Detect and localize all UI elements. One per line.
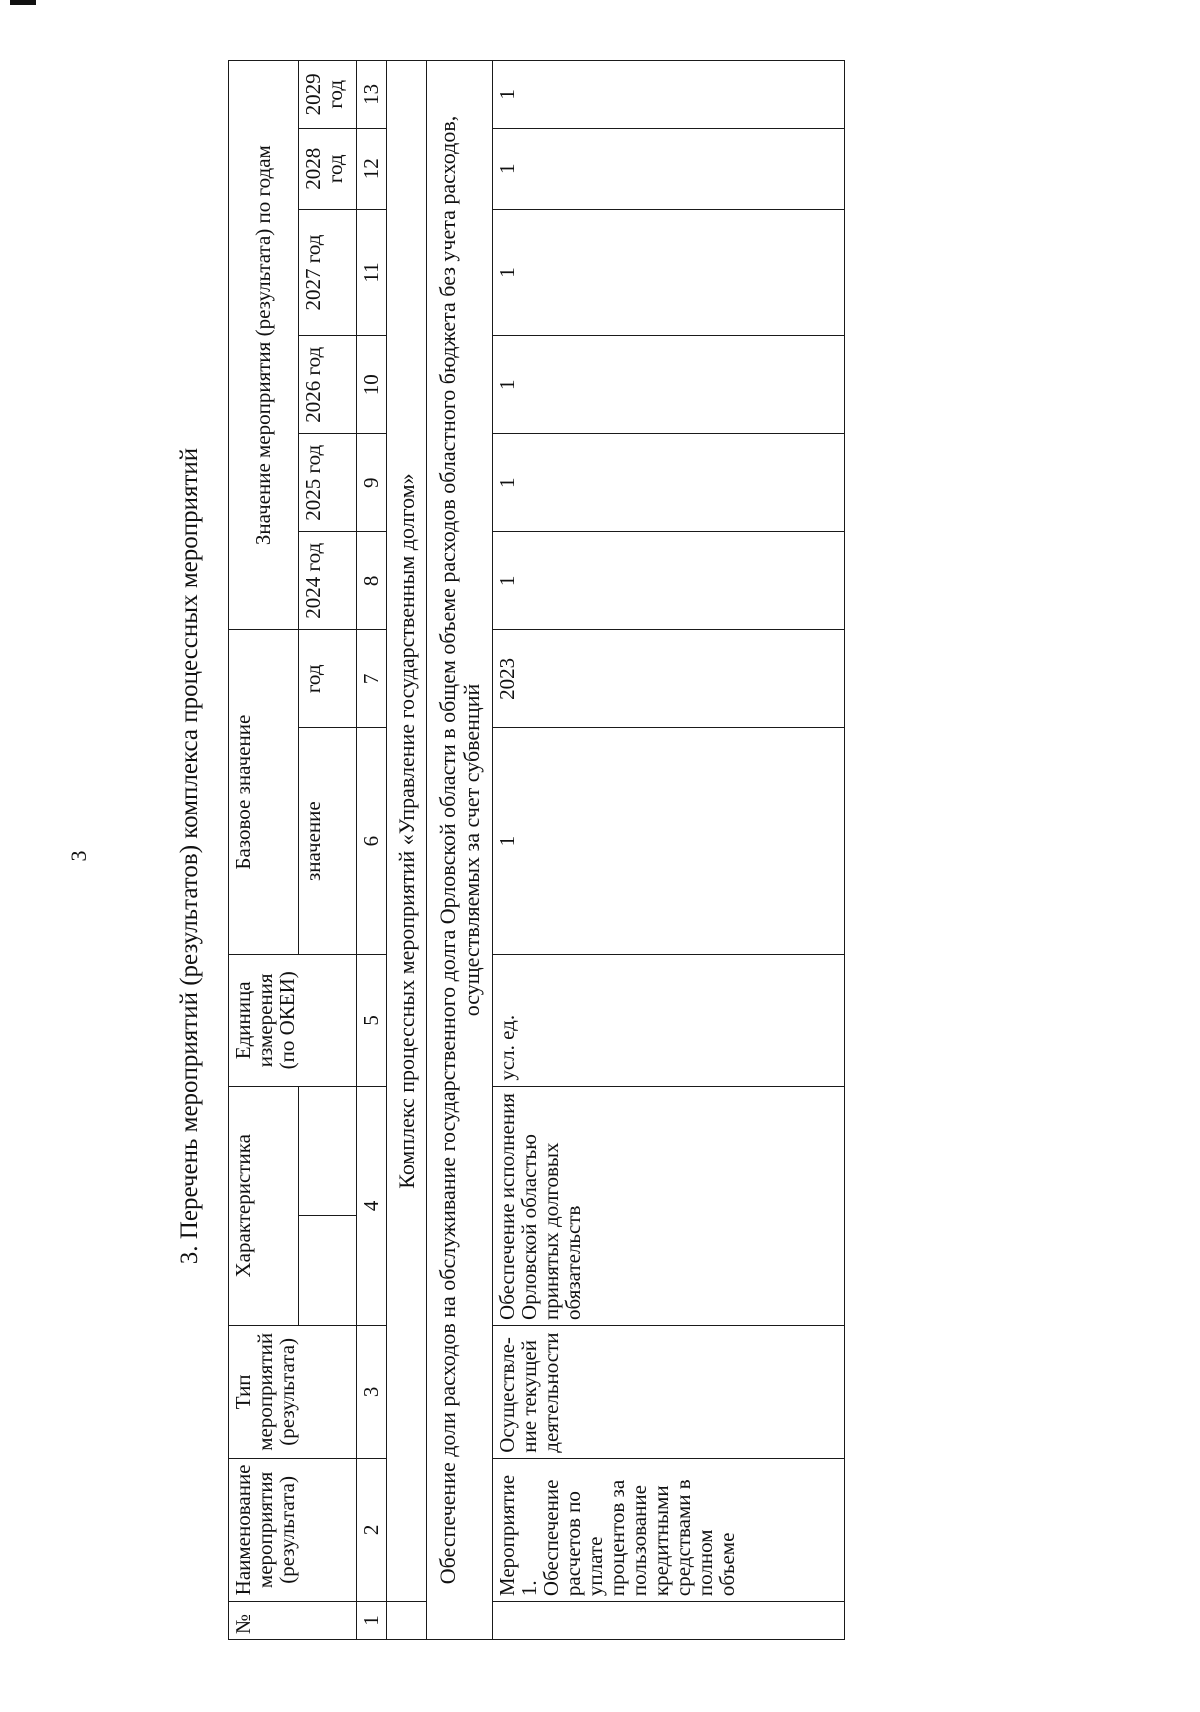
column-number: 4: [357, 1086, 387, 1325]
row-value-2025: 1: [493, 434, 845, 532]
goal-row: [427, 61, 493, 1640]
header-base-value: Базовое значение: [229, 630, 299, 955]
row-name: Мероприятие 1. Обеспечение расчетов по уплате процентов за пользование кредитными средствами в полном объеме: [493, 1458, 845, 1601]
row-type: Осуществле-ние текущей деятельности: [493, 1325, 845, 1458]
complex-title-row: [387, 61, 427, 1640]
complex-title-num-cell: [387, 1602, 427, 1640]
scan-mark: [10, 0, 36, 5]
row-num: [493, 1602, 845, 1640]
header-base-value-value: значение: [299, 728, 357, 955]
header-row-1: [229, 61, 299, 1640]
header-values-by-year: Значение мероприятия (результата) по годам: [229, 61, 299, 630]
row-value-2024: 1: [493, 532, 845, 630]
table-row: [493, 61, 845, 1640]
row-value-2028: 1: [493, 128, 845, 209]
goal-text: Обеспечение доли расходов на обслуживание государственного долга Орловской области в общем объеме расходов областного бюджета без учета расходов, осуществляемых за счет субвенций: [427, 61, 493, 1640]
header-characteristic-sub-1: [299, 1216, 357, 1326]
column-number: 10: [357, 336, 387, 434]
column-number: 2: [357, 1458, 387, 1601]
header-base-value-year: год: [299, 630, 357, 728]
row-characteristic: Обеспечение исполнения Орловской областью принятых долговых обязательств: [493, 1086, 845, 1325]
row-value-2026: 1: [493, 336, 845, 434]
column-number: 5: [357, 954, 387, 1086]
header-name: Наименование мероприятия (результата): [229, 1458, 357, 1601]
header-year-2028: 2028 год: [299, 128, 357, 209]
column-number: 11: [357, 209, 387, 335]
column-number: 13: [357, 61, 387, 129]
header-year-2027: 2027 год: [299, 209, 357, 335]
header-year-2026: 2026 год: [299, 336, 357, 434]
complex-title: Комплекс процессных мероприятий «Управление государственным долгом»: [387, 61, 427, 1602]
column-number: 1: [357, 1602, 387, 1640]
column-number: 8: [357, 532, 387, 630]
header-unit: Единица измерения (по ОКЕИ): [229, 954, 357, 1086]
header-characteristic: Характеристика: [229, 1086, 299, 1325]
header-characteristic-sub-2: [299, 1086, 357, 1216]
column-number: 3: [357, 1325, 387, 1458]
column-number-row: [357, 61, 387, 1640]
row-value-2027: 1: [493, 209, 845, 335]
page-number: 3: [66, 850, 91, 862]
column-number: 7: [357, 630, 387, 728]
row-unit: усл. ед.: [493, 954, 845, 1086]
row-value-2029: 1: [493, 61, 845, 129]
row-base-year: 2023: [493, 630, 845, 728]
header-year-2024: 2024 год: [299, 532, 357, 630]
header-year-2025: 2025 год: [299, 434, 357, 532]
header-year-2029: 2029 год: [299, 61, 357, 129]
measures-table: [228, 60, 845, 1640]
column-number: 6: [357, 728, 387, 955]
header-type: Тип мероприятий (результата): [229, 1325, 357, 1458]
document-title: 3. Перечень мероприятий (результатов) комплекса процессных мероприятий: [176, 447, 203, 1265]
column-number: 12: [357, 128, 387, 209]
header-num: №: [229, 1602, 357, 1640]
row-base-value: 1: [493, 728, 845, 955]
column-number: 9: [357, 434, 387, 532]
